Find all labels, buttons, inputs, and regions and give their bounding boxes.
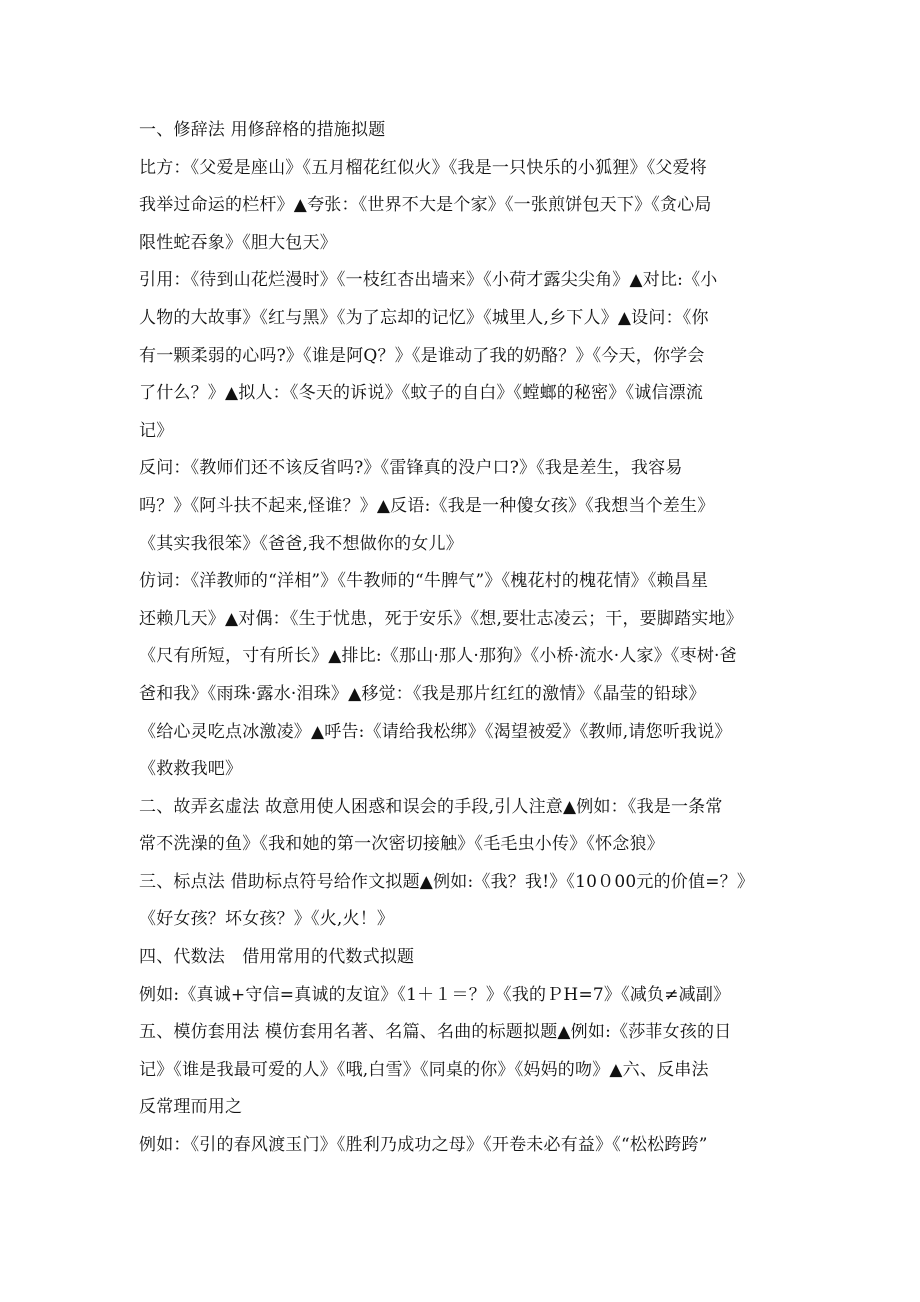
text-line: 《救救我吧》 [139,759,243,780]
heading-mystery-method: 二、故弄玄虚法 故意用使人困惑和误会的手段,引人注意▲例如：《我是一条常 [139,796,723,817]
text-line: 还赖几天》▲对偶：《生于忧患，死于安乐》《想,要壮志凌云；干，要脚踏实地》 [139,608,743,629]
text-line: 记》《谁是我最可爱的人》《哦,白雪》《同桌的你》《妈妈的吻》▲六、反串法 [139,1059,709,1080]
heading-rhetoric-method: 一、修辞法 用修辞格的措施拟题 [139,120,386,140]
text-line: 限性蛇吞象》《胆大包天》 [139,232,337,253]
text-line: 反问：《教师们还不该反省吗?》《雷锋真的没户口?》《我是差生，我容易 [139,458,683,479]
text-line: 《其实我很笨》《爸爸,我不想做你的女儿》 [139,533,463,554]
heading-punctuation-method: 三、标点法 借助标点符号给作文拟题▲例如:《我？我!》《10０00元的价值=？》 [139,871,755,892]
text-line: 我举过命运的栏杆》▲夸张：《世界不大是个家》《一张煎饼包天下》《贪心局 [139,195,712,216]
text-line: 吗？》《阿斗扶不起来,怪谁？》▲反语:《我是一种傻女孩》《我想当个差生》 [139,495,715,516]
text-line: 例如：《引的春风渡玉门》《胜利乃成功之母》《开卷未必有益》《“松松跨跨” [139,1135,708,1156]
text-line: 记》 [139,420,174,441]
text-line: 《给心灵吃点冰激凌》▲呼告:《请给我松绑》《渴望被爱》《教师,请您听我说》 [139,721,732,742]
text-line: 爸和我》《雨珠·露水·泪珠》▲移觉：《我是那片红红的激情》《晶莹的铅球》 [139,683,706,704]
heading-algebra-method: 四、代数法 借用常用的代数式拟题 [139,947,415,968]
text-line: 常不洗澡的鱼》《我和她的第一次密切接触》《毛毛虫小传》《怀念狼》 [139,834,664,855]
text-line: 有一颗柔弱的心吗?》《谁是阿Q？》《是谁动了我的奶酪？》《今天，你学会 [139,345,705,366]
text-line: 例如:《真诚+守信=真诚的友谊》《1＋１＝？》《我的ＰH=7》《减负≠减副》 [139,984,731,1005]
text-line: 反常理而用之 [139,1097,243,1118]
text-line: 了什么？》▲拟人：《冬天的诉说》《蚊子的自白》《螳螂的秘密》《诚信漂流 [139,383,704,404]
text-line: 《好女孩？坏女孩？》《火,火！》 [139,909,395,930]
text-line: 引用：《待到山花烂漫时》《一枝红杏出墙来》《小荷才露尖尖角》▲对比:《小 [139,270,718,291]
heading-imitation-method: 五、模仿套用法 模仿套用名著、名篇、名曲的标题拟题▲例如:《莎菲女孩的日 [139,1022,732,1043]
text-line: 仿词：《洋教师的“洋相”》《牛教师的“牛脾气”》《槐花村的槐花情》《赖昌星 [139,571,709,592]
document-body [139,112,799,1165]
text-line: 人物的大故事》《红与黑》《为了忘却的记忆》《城里人,乡下人》▲设问：《你 [139,307,709,328]
text-line: 比方：《父爱是座山》《五月榴花红似火》《我是一只快乐的小狐狸》《父爱将 [139,157,707,178]
text-line: 《尺有所短，寸有所长》▲排比:《那山·那人·那狗》《小桥·流水·人家》《枣树·爸 [139,646,737,667]
